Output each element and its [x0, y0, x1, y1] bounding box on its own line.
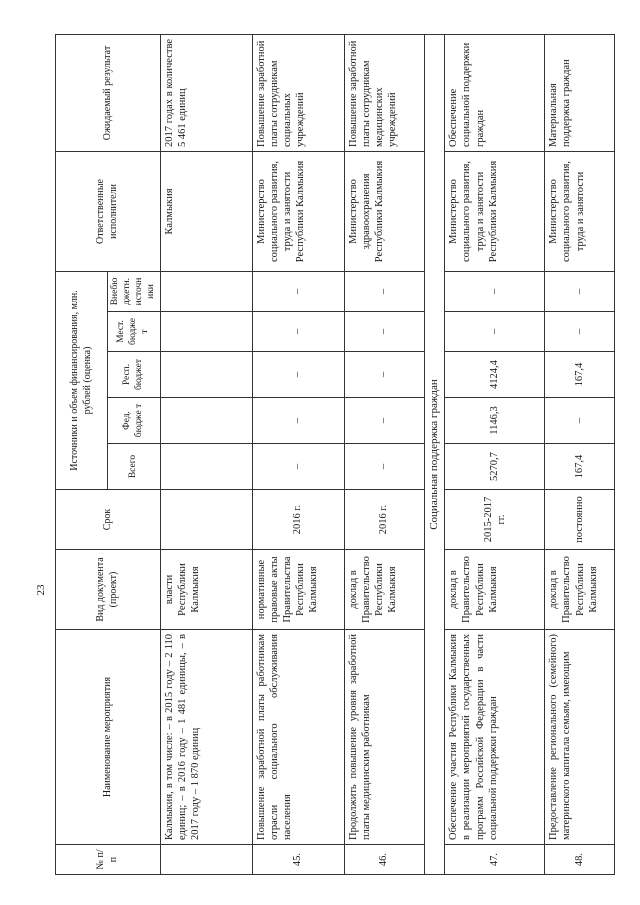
cell-local: –: [445, 312, 545, 352]
header-rep: Респ. бюджет: [108, 352, 161, 398]
cell-name: Продолжить повышение уровня заработной платы медицинским работникам: [344, 630, 424, 845]
cell-resp: Министерство социального развития, труда и занятости: [545, 151, 615, 271]
cell-local: –: [252, 312, 344, 352]
cell-result: Обеспечение социальной поддержки граждан: [445, 34, 545, 151]
section-row: [424, 34, 445, 874]
cell-local: –: [545, 312, 615, 352]
table-row: [344, 34, 424, 874]
cell-extra: –: [445, 271, 545, 311]
cell-local: [160, 312, 252, 352]
rotated-page: [35, 35, 625, 875]
cell-rep: –: [344, 352, 424, 398]
cell-fed: 1146,3: [445, 398, 545, 444]
cell-resp: Министерство социального развития, труда и занятости Республики Калмыкия: [252, 151, 344, 271]
cell-result: Повышение заработной платы сотрудникам медицинских учреждений: [344, 34, 424, 151]
table-row: [545, 34, 615, 874]
section-title: Социальная поддержка граждан: [424, 34, 445, 874]
cell-resp: Калмыкия: [160, 151, 252, 271]
header-term: Срок: [56, 490, 161, 550]
cell-rep: [160, 352, 252, 398]
cell-doc: доклад в Правительство Республики Калмыкия: [545, 550, 615, 630]
cell-total: –: [252, 444, 344, 490]
cell-rep: 4124,4: [445, 352, 545, 398]
header-fed: Фед. бюдже т: [108, 398, 161, 444]
cell-term: 2015-2017 гг.: [445, 490, 545, 550]
header-extra: Внебю джетн. источн ики: [108, 271, 161, 311]
cell-fed: [160, 398, 252, 444]
cell-extra: –: [252, 271, 344, 311]
header-name: Наименование мероприятия: [56, 630, 161, 845]
cell-doc: доклад в Правительство Республики Калмыкия: [445, 550, 545, 630]
cell-result: Повышение заработной платы сотрудникам социальных учреждений: [252, 34, 344, 151]
header-total: Всего: [108, 444, 161, 490]
cell-term: [160, 490, 252, 550]
cell-total: –: [344, 444, 424, 490]
cell-doc: власти Республики Калмыкия: [160, 550, 252, 630]
header-resp: Ответственные исполнители: [56, 151, 161, 271]
cell-total: 5270,7: [445, 444, 545, 490]
cell-total: 167,4: [545, 444, 615, 490]
table-row: [252, 34, 344, 874]
table-row: [160, 34, 252, 874]
cell-num: [160, 845, 252, 875]
cell-name: Калмыкия, в том числе: – в 2015 году – 2 110 единиц; – в 2016 году – 1 481 единицы, – в 2017 году – 1 870 единиц: [160, 630, 252, 845]
header-result: Ожидаемый результат: [56, 34, 161, 151]
cell-fed: –: [545, 398, 615, 444]
cell-resp: Министерство социального развития, труда и занятости Республики Калмыкия: [445, 151, 545, 271]
cell-extra: –: [545, 271, 615, 311]
cell-total: [160, 444, 252, 490]
page-number: 23: [35, 584, 47, 596]
header-local: Мест. бюдже т: [108, 312, 161, 352]
cell-name: Предоставление регионального (семейного) материнского капитала семьям, имеющим: [545, 630, 615, 845]
header-funding: Источники и объем финансирования, млн. рублей (оценка): [56, 271, 108, 489]
cell-doc: доклад в Правительство Республики Калмыкия: [344, 550, 424, 630]
cell-fed: –: [252, 398, 344, 444]
cell-extra: [160, 271, 252, 311]
cell-term: 2016 г.: [344, 490, 424, 550]
cell-rep: 167,4: [545, 352, 615, 398]
cell-num: 48.: [545, 845, 615, 875]
cell-num: 45.: [252, 845, 344, 875]
measures-table: [55, 34, 615, 875]
cell-local: –: [344, 312, 424, 352]
cell-rep: –: [252, 352, 344, 398]
header-num: № п/п: [56, 845, 161, 875]
cell-result: Материальная поддержка граждан: [545, 34, 615, 151]
cell-doc: нормативные правовые акты Правительства Республики Калмыкия: [252, 550, 344, 630]
cell-name: Повышение заработной платы работникам отрасли социального обслуживания населения: [252, 630, 344, 845]
cell-name: Обеспечение участия Республики Калмыкия в реализации мероприятий государственных программ Российской Федерации в части социальной поддержки граждан: [445, 630, 545, 845]
table-row: [445, 34, 545, 874]
cell-result: 2017 годах в количестве 5 461 единиц: [160, 34, 252, 151]
cell-resp: Министерство здравоохранения Республики Калмыкия: [344, 151, 424, 271]
cell-extra: –: [344, 271, 424, 311]
cell-num: 46.: [344, 845, 424, 875]
cell-fed: –: [344, 398, 424, 444]
cell-term: 2016 г.: [252, 490, 344, 550]
cell-term: постоянно: [545, 490, 615, 550]
cell-num: 47.: [445, 845, 545, 875]
header-doc: Вид документа (проект): [56, 550, 161, 630]
